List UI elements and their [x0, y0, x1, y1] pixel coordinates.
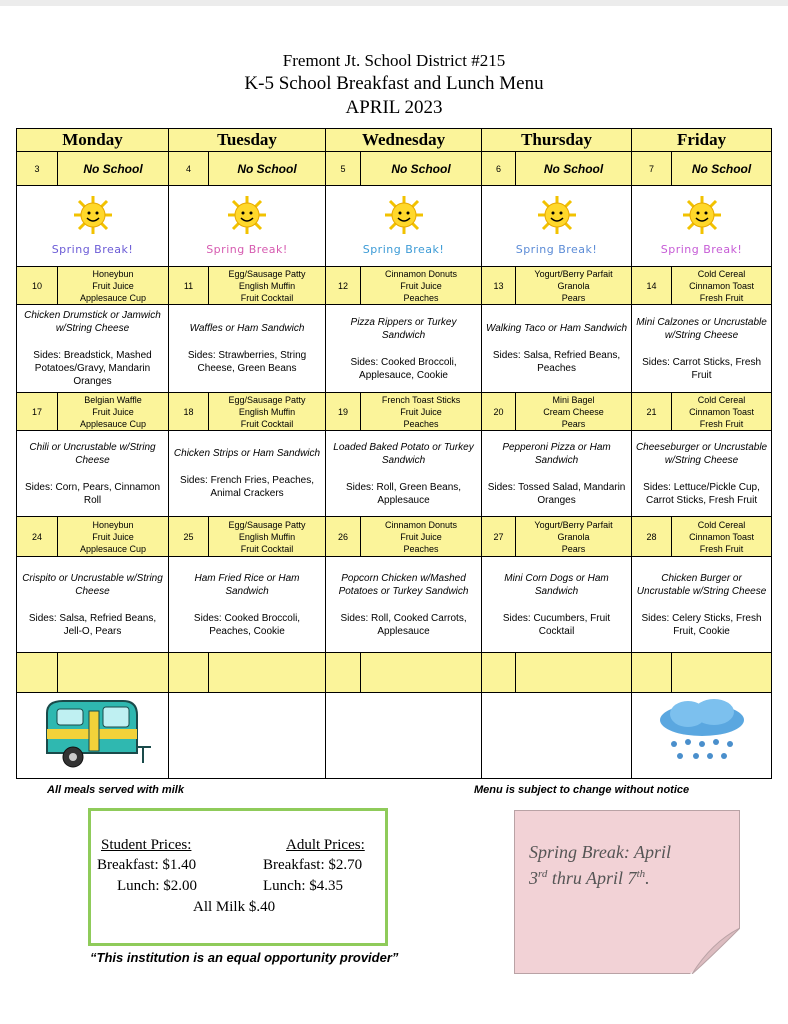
lunch-cell [169, 305, 326, 393]
lunch-entree: Chicken Drumstick or Jamwich w/String Cheese [24, 310, 161, 334]
rain-cell [632, 693, 772, 779]
lunch-entree: Chicken Strips or Ham Sandwich [173, 448, 321, 459]
spring-break-cell [326, 186, 482, 267]
date-cell: 5 [326, 152, 361, 186]
day-header: Monday [17, 129, 169, 152]
milk-price: All Milk $.40 [193, 899, 276, 915]
breakfast-item: Pears [561, 292, 586, 303]
breakfast-item: Honeybun [92, 268, 134, 279]
empty-cell [326, 653, 361, 693]
page-header [0, 50, 788, 120]
student-breakfast-price: Breakfast: $1.40 [97, 857, 197, 873]
lunch-cell [632, 557, 772, 653]
top-bar [0, 0, 788, 6]
empty-cell [482, 693, 632, 779]
breakfast-item: Fruit Cocktail [240, 543, 294, 554]
lunch-cell [632, 305, 772, 393]
lunch-entree: Pizza Rippers or Turkey Sandwich [350, 316, 457, 341]
breakfast-item: Cinnamon Donuts [385, 519, 458, 530]
breakfast-item: Fresh Fruit [699, 418, 744, 429]
date-cell: 12 [326, 267, 361, 305]
breakfast-cell [209, 517, 326, 557]
lunch-sides: Sides: Carrot Sticks, Fresh Fruit [642, 356, 761, 381]
lunch-cell [169, 557, 326, 653]
camper-cell [17, 693, 169, 779]
lunch-cell [632, 431, 772, 517]
month-title: APRIL 2023 [345, 97, 443, 118]
lunch-sides: Sides: Strawberries, String Cheese, Green Beans [187, 350, 307, 374]
sun-icon [537, 195, 577, 235]
breakfast-cell [361, 517, 482, 557]
lunch-cell [482, 305, 632, 393]
lunch-entree: Pepperoni Pizza or Ham Sandwich [502, 441, 611, 466]
lunch-row [17, 557, 772, 653]
breakfast-item: Mini Bagel [552, 394, 595, 405]
breakfast-item: Egg/Sausage Patty [228, 519, 306, 530]
lunch-entree: Waffles or Ham Sandwich [189, 323, 305, 334]
lunch-cell [17, 431, 169, 517]
breakfast-item: Granola [557, 531, 590, 542]
day-header-row [17, 129, 772, 152]
sun-icon [682, 195, 722, 235]
breakfast-item: Pears [561, 418, 586, 429]
empty-cell [632, 653, 672, 693]
breakfast-cell [516, 393, 632, 431]
breakfast-item: Fruit Juice [92, 406, 134, 417]
breakfast-item: English Muffin [238, 406, 296, 417]
lunch-cell [326, 557, 482, 653]
spring-break-sticky-note [514, 810, 740, 974]
lunch-sides: Sides: Lettuce/Pickle Cup, Carrot Sticks, Fresh Fruit [643, 481, 760, 506]
breakfast-item: Applesauce Cup [79, 543, 147, 554]
breakfast-item: Cream Cheese [543, 406, 604, 417]
breakfast-item: Fruit Juice [400, 406, 442, 417]
lunch-cell [17, 305, 169, 393]
date-cell: 28 [632, 517, 672, 557]
empty-cell [516, 653, 632, 693]
lunch-entree: Chicken Burger or Uncrustable w/String Cheese [636, 572, 767, 597]
date-cell: 6 [482, 152, 516, 186]
day-header: Thursday [482, 129, 632, 152]
breakfast-item: Yogurt/Berry Parfait [534, 519, 613, 530]
spring-break-label: Spring Break! [51, 242, 134, 256]
breakfast-cell [361, 267, 482, 305]
lunch-sides: Sides: Celery Sticks, Fresh Fruit, Cookie [641, 612, 762, 637]
camper-trailer-icon [33, 693, 153, 773]
empty-cell [58, 653, 169, 693]
sticky-line-2 [529, 863, 729, 889]
breakfast-cell [209, 393, 326, 431]
breakfast-item: Peaches [403, 418, 439, 429]
lunch-cell [482, 431, 632, 517]
day-header: Wednesday [326, 129, 482, 152]
menu-title: K-5 School Breakfast and Lunch Menu [244, 73, 544, 94]
lunch-entree: Crispito or Uncrustable w/String Cheese [22, 572, 163, 597]
lunch-entree: Chili or Uncrustable w/String Cheese [29, 441, 156, 466]
lunch-row [17, 431, 772, 517]
date-cell: 10 [17, 267, 58, 305]
breakfast-item: Cinnamon Donuts [385, 268, 458, 279]
date-cell: 3 [17, 152, 58, 186]
breakfast-cell [516, 517, 632, 557]
lunch-sides: Sides: French Fries, Peaches, Animal Crackers [180, 475, 314, 499]
empty-cell [169, 693, 326, 779]
day-header: Tuesday [169, 129, 326, 152]
lunch-cell [17, 557, 169, 653]
empty-cell [169, 653, 209, 693]
week1-row [17, 152, 772, 186]
lunch-sides: Sides: Roll, Cooked Carrots, Applesauce [340, 612, 467, 637]
price-box [88, 808, 388, 946]
equal-opportunity-statement: “This institution is an equal opportunity provider” [90, 950, 399, 965]
change-note: Menu is subject to change without notice [474, 784, 690, 796]
date-cell: 4 [169, 152, 209, 186]
date-cell: 11 [169, 267, 209, 305]
breakfast-item: Fruit Juice [400, 531, 442, 542]
breakfast-item: Peaches [403, 543, 439, 554]
breakfast-item: Egg/Sausage Patty [228, 268, 306, 279]
sticky-date-mid: thru April 7 [547, 868, 637, 888]
lunch-sides: Sides: Cooked Broccoli, Peaches, Cookie [193, 612, 301, 637]
lunch-sides: Sides: Breadstick, Mashed Potatoes/Gravy, Mandarin Oranges [33, 350, 152, 387]
lunch-sides: Sides: Corn, Pears, Cinnamon Roll [24, 481, 161, 506]
empty-cell [326, 693, 482, 779]
lunch-sides: Sides: Cooked Broccoli, Applesauce, Cookie [350, 356, 457, 381]
breakfast-item: Pears [561, 543, 586, 554]
menu-calendar [16, 128, 772, 779]
lunch-row [17, 305, 772, 393]
lunch-sides: Sides: Cucumbers, Fruit Cocktail [502, 612, 611, 637]
breakfast-item: Fruit Juice [92, 280, 134, 291]
breakfast-item: Cold Cereal [697, 394, 746, 405]
spring-break-cell [632, 186, 772, 267]
breakfast-item: Applesauce Cup [79, 418, 147, 429]
breakfast-item: Egg/Sausage Patty [228, 394, 306, 405]
breakfast-item: Fruit Cocktail [240, 418, 294, 429]
spring-break-label: Spring Break! [515, 242, 598, 256]
lunch-entree: Popcorn Chicken w/Mashed Potatoes or Turkey Sandwich [338, 572, 469, 597]
sun-icon [384, 195, 424, 235]
breakfast-item: Belgian Waffle [84, 394, 142, 405]
student-prices-label: Student Prices: [101, 837, 192, 853]
breakfast-cell [209, 267, 326, 305]
student-lunch-price: Lunch: $2.00 [117, 878, 197, 894]
spring-break-label: Spring Break! [362, 242, 445, 256]
adult-lunch-price: Lunch: $4.35 [263, 878, 343, 894]
breakfast-item: Fresh Fruit [699, 292, 744, 303]
breakfast-item: Granola [557, 280, 590, 291]
lunch-cell [326, 431, 482, 517]
spring-break-label: Spring Break! [206, 242, 288, 256]
breakfast-cell [672, 267, 772, 305]
milk-note: All meals served with milk [47, 784, 184, 796]
sticky-line-1: Spring Break: April [529, 842, 671, 862]
date-cell: 17 [17, 393, 58, 431]
no-school-cell: No School [516, 152, 632, 186]
no-school-cell: No School [209, 152, 326, 186]
breakfast-row [17, 393, 772, 431]
spring-break-label: Spring Break! [660, 242, 743, 256]
breakfast-item: Cinnamon Toast [689, 531, 754, 542]
breakfast-item: Fruit Cocktail [240, 292, 294, 303]
lunch-entree: Loaded Baked Potato or Turkey Sandwich [333, 441, 474, 466]
breakfast-item: Applesauce Cup [79, 292, 147, 303]
breakfast-item: French Toast Sticks [381, 394, 461, 405]
breakfast-item: Peaches [403, 292, 439, 303]
lunch-sides: Sides: Salsa, Refried Beans, Jell-O, Pears [28, 612, 157, 637]
breakfast-item: Yogurt/Berry Parfait [534, 268, 613, 279]
date-cell: 25 [169, 517, 209, 557]
date-cell: 20 [482, 393, 516, 431]
breakfast-cell [672, 517, 772, 557]
image-row [17, 693, 772, 779]
breakfast-item: English Muffin [238, 531, 296, 542]
empty-cell [482, 653, 516, 693]
adult-prices-label: Adult Prices: [286, 837, 365, 853]
empty-cell [17, 653, 58, 693]
no-school-cell: No School [361, 152, 482, 186]
breakfast-cell [58, 517, 169, 557]
lunch-entree: Cheeseburger or Uncrustable w/String Cheese [635, 441, 768, 466]
breakfast-item: Cinnamon Toast [689, 280, 754, 291]
date-cell: 13 [482, 267, 516, 305]
sticky-date-start: 3 [529, 868, 538, 888]
lunch-sides: Sides: Roll, Green Beans, Applesauce [345, 481, 462, 506]
date-cell: 19 [326, 393, 361, 431]
spring-break-cell [482, 186, 632, 267]
spring-break-cell [169, 186, 326, 267]
date-cell: 27 [482, 517, 516, 557]
breakfast-cell [361, 393, 482, 431]
breakfast-item: Fresh Fruit [699, 543, 744, 554]
date-cell: 21 [632, 393, 672, 431]
breakfast-item: Cold Cereal [697, 519, 746, 530]
breakfast-item: Honeybun [92, 519, 134, 530]
breakfast-row [17, 267, 772, 305]
no-school-cell: No School [58, 152, 169, 186]
sun-icon [227, 195, 267, 235]
rain-cloud-icon [652, 698, 752, 768]
lunch-entree: Ham Fried Rice or Ham Sandwich [194, 572, 300, 597]
spring-break-row [17, 186, 772, 267]
lunch-sides: Sides: Tossed Salad, Mandarin Oranges [487, 481, 626, 506]
spring-break-cell [17, 186, 169, 267]
lunch-sides: Sides: Salsa, Refried Beans, Peaches [492, 350, 621, 374]
district-title: Fremont Jt. School District #215 [282, 51, 506, 70]
breakfast-item: Fruit Juice [92, 531, 134, 542]
lunch-entree: Mini Calzones or Uncrustable w/String Cheese [636, 316, 767, 341]
breakfast-item: English Muffin [238, 280, 296, 291]
empty-row [17, 653, 772, 693]
lunch-entree: Walking Taco or Ham Sandwich [485, 323, 628, 334]
breakfast-cell [516, 267, 632, 305]
empty-cell [209, 653, 326, 693]
date-cell: 14 [632, 267, 672, 305]
sticky-suffix: rd [538, 868, 548, 880]
breakfast-cell [58, 393, 169, 431]
sun-icon [73, 195, 113, 235]
lunch-cell [169, 431, 326, 517]
breakfast-item: Cinnamon Toast [689, 406, 754, 417]
breakfast-row [17, 517, 772, 557]
day-header: Friday [632, 129, 772, 152]
empty-cell [361, 653, 482, 693]
date-cell: 18 [169, 393, 209, 431]
sticky-period: . [645, 868, 650, 888]
adult-breakfast-price: Breakfast: $2.70 [263, 857, 363, 873]
date-cell: 7 [632, 152, 672, 186]
no-school-cell: No School [672, 152, 772, 186]
lunch-cell [482, 557, 632, 653]
sticky-note-text [529, 841, 729, 889]
empty-cell [672, 653, 772, 693]
lunch-cell [326, 305, 482, 393]
date-cell: 26 [326, 517, 361, 557]
page-curl-icon [690, 928, 740, 974]
breakfast-item: Fruit Juice [400, 280, 442, 291]
breakfast-cell [58, 267, 169, 305]
lunch-entree: Mini Corn Dogs or Ham Sandwich [504, 572, 609, 597]
date-cell: 24 [17, 517, 58, 557]
breakfast-cell [672, 393, 772, 431]
breakfast-item: Cold Cereal [697, 268, 746, 279]
sticky-suffix: th [636, 868, 646, 880]
